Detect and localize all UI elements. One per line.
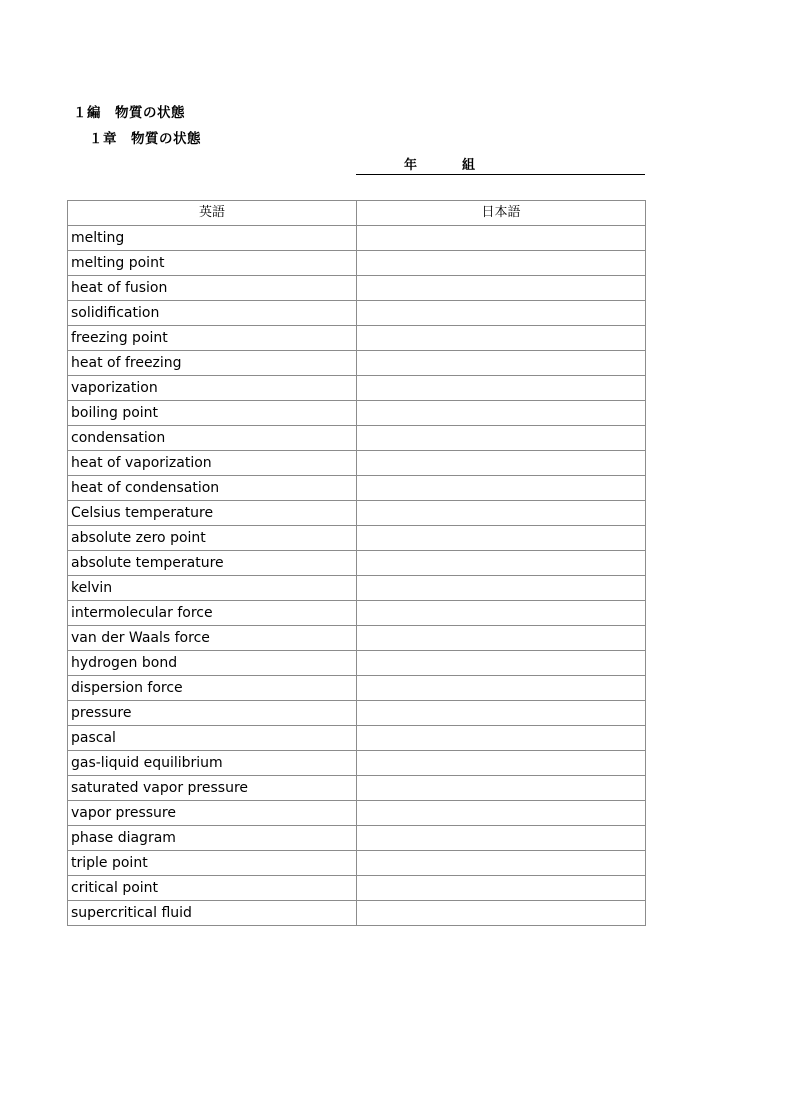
- english-term-cell: dispersion force: [68, 676, 357, 701]
- english-term-cell: triple point: [68, 851, 357, 876]
- table-row: [68, 326, 646, 351]
- english-term-cell: kelvin: [68, 576, 357, 601]
- japanese-answer-cell[interactable]: [357, 251, 646, 276]
- group-label: 組: [462, 158, 476, 173]
- table-row: [68, 226, 646, 251]
- japanese-answer-cell[interactable]: [357, 576, 646, 601]
- table-row: [68, 351, 646, 376]
- english-term-cell: melting point: [68, 251, 357, 276]
- japanese-answer-cell[interactable]: [357, 401, 646, 426]
- japanese-answer-cell[interactable]: [357, 326, 646, 351]
- part-title: １編 物質の状態: [73, 105, 185, 121]
- year-label: 年: [404, 158, 418, 173]
- table-row: [68, 301, 646, 326]
- japanese-answer-cell[interactable]: [357, 501, 646, 526]
- japanese-answer-cell[interactable]: [357, 226, 646, 251]
- english-term-cell: Celsius temperature: [68, 501, 357, 526]
- japanese-answer-cell[interactable]: [357, 376, 646, 401]
- column-header-english: 英語: [68, 201, 357, 226]
- table-row: [68, 751, 646, 776]
- japanese-answer-cell[interactable]: [357, 426, 646, 451]
- english-term-cell: saturated vapor pressure: [68, 776, 357, 801]
- chapter-title: １章 物質の状態: [89, 131, 201, 147]
- table-row: [68, 251, 646, 276]
- japanese-answer-cell[interactable]: [357, 276, 646, 301]
- english-term-cell: pressure: [68, 701, 357, 726]
- japanese-answer-cell[interactable]: [357, 551, 646, 576]
- english-term-cell: freezing point: [68, 326, 357, 351]
- table-row: [68, 801, 646, 826]
- english-term-cell: heat of fusion: [68, 276, 357, 301]
- table-row: [68, 901, 646, 926]
- table-row: [68, 876, 646, 901]
- table-row: [68, 701, 646, 726]
- table-row: [68, 276, 646, 301]
- english-term-cell: vaporization: [68, 376, 357, 401]
- japanese-answer-cell[interactable]: [357, 476, 646, 501]
- japanese-answer-cell[interactable]: [357, 851, 646, 876]
- table-row: [68, 676, 646, 701]
- japanese-answer-cell[interactable]: [357, 526, 646, 551]
- english-term-cell: intermolecular force: [68, 601, 357, 626]
- table-row: [68, 576, 646, 601]
- table-row: [68, 651, 646, 676]
- english-term-cell: solidification: [68, 301, 357, 326]
- table-row: [68, 501, 646, 526]
- japanese-answer-cell[interactable]: [357, 701, 646, 726]
- table-row: [68, 401, 646, 426]
- table-row: [68, 726, 646, 751]
- japanese-answer-cell[interactable]: [357, 451, 646, 476]
- table-row: [68, 851, 646, 876]
- table-row: [68, 376, 646, 401]
- japanese-answer-cell[interactable]: [357, 726, 646, 751]
- column-header-japanese: 日本語: [357, 201, 646, 226]
- table-row: [68, 426, 646, 451]
- table-row: [68, 601, 646, 626]
- japanese-answer-cell[interactable]: [357, 351, 646, 376]
- english-term-cell: absolute zero point: [68, 526, 357, 551]
- english-term-cell: condensation: [68, 426, 357, 451]
- english-term-cell: boiling point: [68, 401, 357, 426]
- japanese-answer-cell[interactable]: [357, 601, 646, 626]
- table-row: [68, 776, 646, 801]
- japanese-answer-cell[interactable]: [357, 301, 646, 326]
- japanese-answer-cell[interactable]: [357, 826, 646, 851]
- table-row: [68, 626, 646, 651]
- table-row: [68, 451, 646, 476]
- english-term-cell: absolute temperature: [68, 551, 357, 576]
- english-term-cell: vapor pressure: [68, 801, 357, 826]
- japanese-answer-cell[interactable]: [357, 901, 646, 926]
- table-row: [68, 826, 646, 851]
- japanese-answer-cell[interactable]: [357, 801, 646, 826]
- english-term-cell: supercritical fluid: [68, 901, 357, 926]
- english-term-cell: phase diagram: [68, 826, 357, 851]
- english-term-cell: melting: [68, 226, 357, 251]
- english-term-cell: heat of vaporization: [68, 451, 357, 476]
- vocabulary-table: [67, 200, 646, 926]
- japanese-answer-cell[interactable]: [357, 751, 646, 776]
- japanese-answer-cell[interactable]: [357, 626, 646, 651]
- japanese-answer-cell[interactable]: [357, 876, 646, 901]
- english-term-cell: gas-liquid equilibrium: [68, 751, 357, 776]
- vocabulary-rows: [68, 226, 646, 926]
- english-term-cell: van der Waals force: [68, 626, 357, 651]
- japanese-answer-cell[interactable]: [357, 676, 646, 701]
- english-term-cell: hydrogen bond: [68, 651, 357, 676]
- table-header-row: [68, 201, 646, 226]
- class-entry-line[interactable]: [356, 152, 645, 175]
- english-term-cell: critical point: [68, 876, 357, 901]
- table-row: [68, 551, 646, 576]
- english-term-cell: heat of freezing: [68, 351, 357, 376]
- japanese-answer-cell[interactable]: [357, 776, 646, 801]
- english-term-cell: pascal: [68, 726, 357, 751]
- english-term-cell: heat of condensation: [68, 476, 357, 501]
- table-row: [68, 476, 646, 501]
- table-row: [68, 526, 646, 551]
- japanese-answer-cell[interactable]: [357, 651, 646, 676]
